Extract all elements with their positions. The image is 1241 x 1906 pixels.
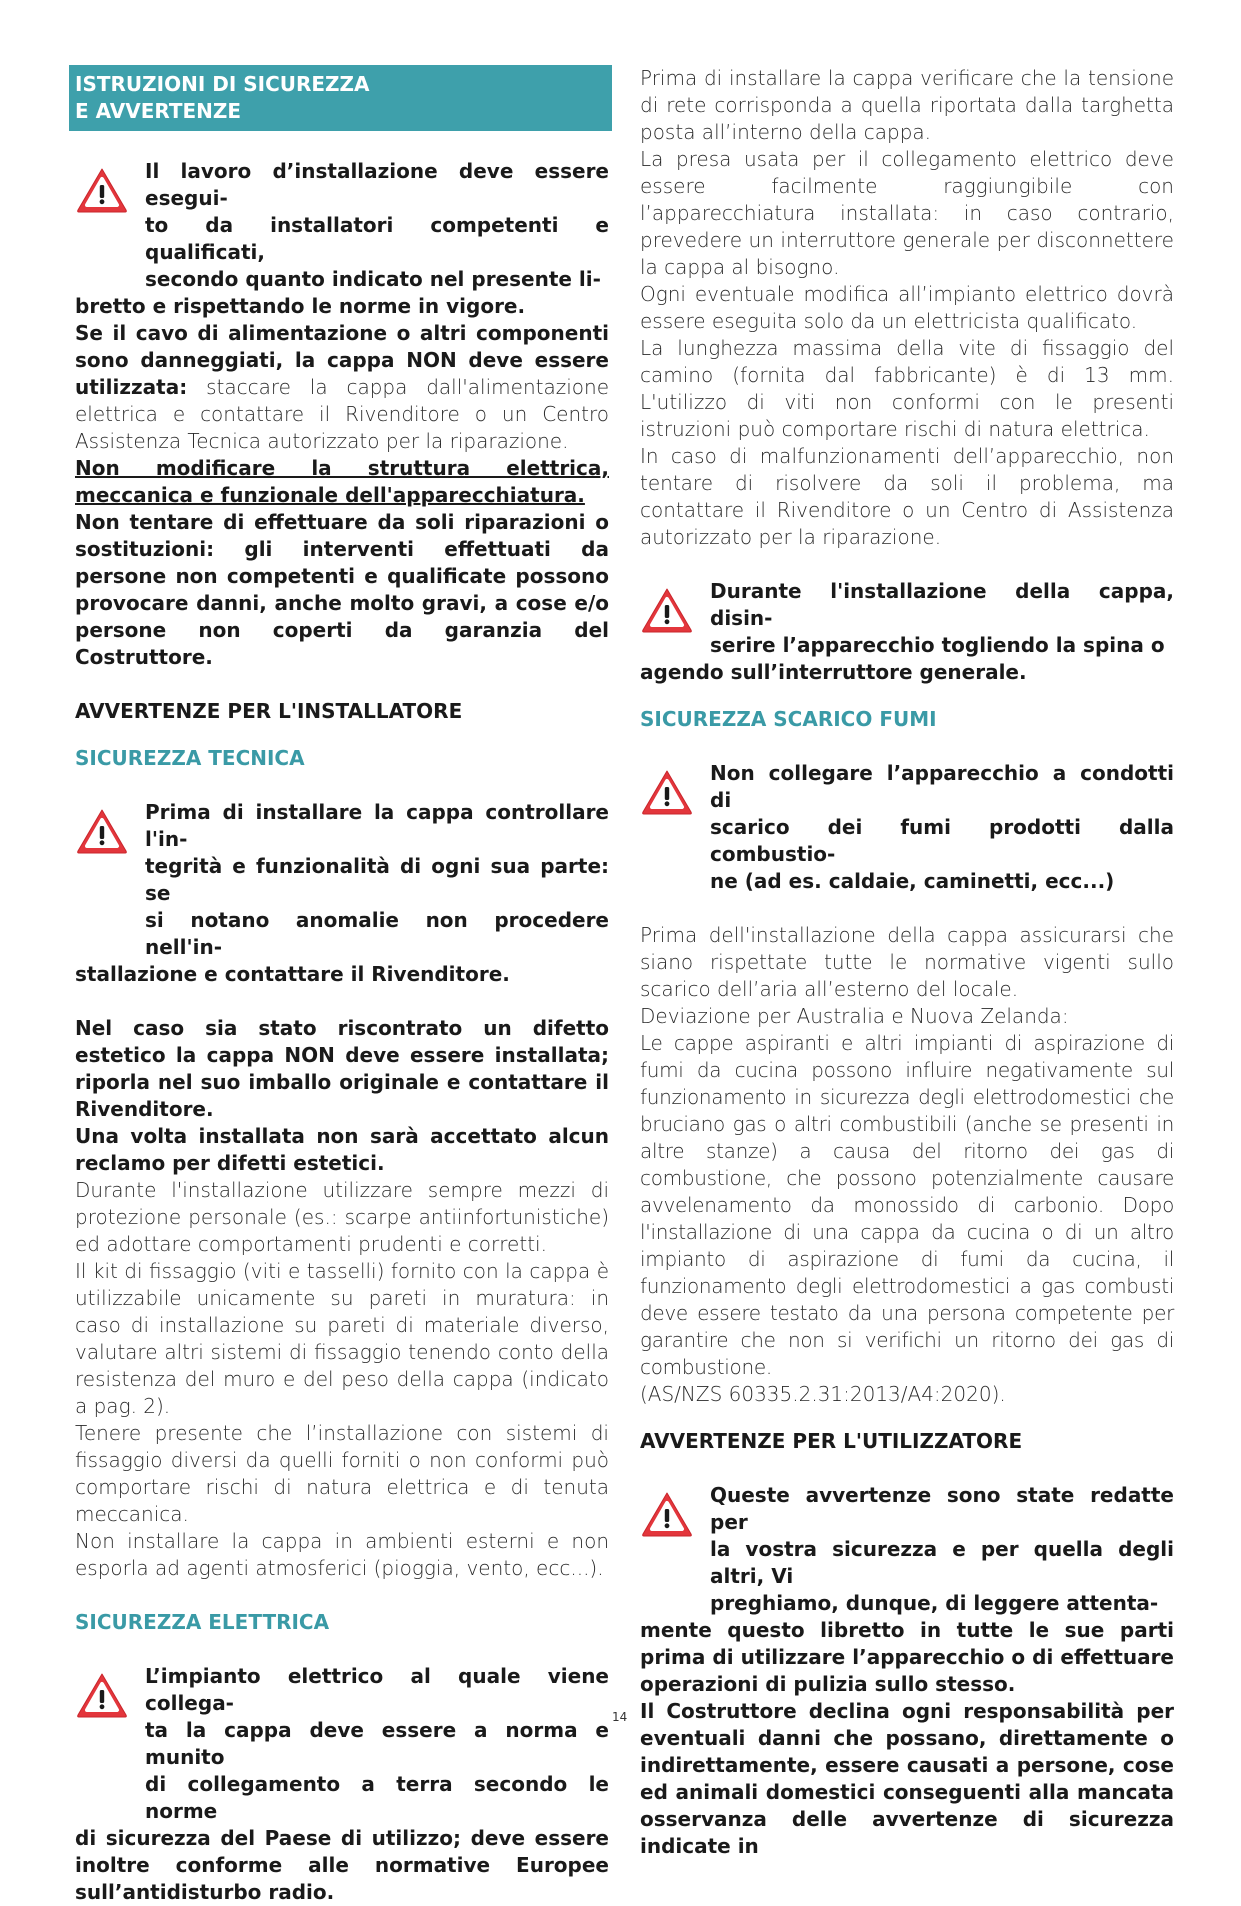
aesthetic-defect-notice: Nel caso sia stato riscontrato un difetto estetico la cappa NON deve essere installata; riporla nel suo imballo originale e contattare il Rivenditore. (75, 1016, 609, 1121)
warning-line: Il lavoro d’installazione deve essere esegui- (145, 159, 609, 210)
manufacturer-disclaimer: Il Costruttore declina ogni responsabilità per eventuali danni che possano, direttamente o indirettamente, essere causati a persone, cose ed animali domestici conseguenti alla mancata osservanza delle avvertenze di sicurezza indicate in (640, 1699, 1174, 1858)
warning-line: di collegamento a terra secondo le norme (145, 1772, 609, 1823)
fixing-kit-paragraph: Il kit di fissaggio (viti e tasselli) fornito con la cappa è utilizzabile unicamente su pareti in muratura: in caso di installazione su pareti di materiale diverso, valutare altri sistemi di fissaggio tenendo conto della resistenza del muro e del peso della cappa (indicato a pag. 2). (75, 1259, 609, 1418)
warning-line: serire l’apparecchio togliendo la spina o (710, 633, 1165, 657)
protection-paragraph: Durante l'installazione utilizzare sempre mezzi di protezione personale (es.: scarpe antiinfortunistiche) ed adottare comportamenti prudenti e corretti. (75, 1178, 609, 1256)
warning-icon (75, 1671, 129, 1719)
warning-fume-ducts (640, 760, 1174, 895)
exhaust-regulations-paragraph: Prima dell'installazione della cappa assicurarsi che siano rispettate tutte le normative vigenti sullo scarico dell’aria all’esterno del locale. (640, 923, 1174, 1001)
deviation-label: Deviazione per Australia e Nuova Zelanda: (640, 1004, 1069, 1028)
heading-electrical-safety: SICUREZZA ELETTRICA (75, 1610, 330, 1634)
warning-line: L’impianto elettrico al quale viene collega- (145, 1664, 609, 1715)
warning-icon (75, 166, 129, 214)
heading-technical-safety: SICUREZZA TECNICA (75, 746, 305, 770)
socket-paragraph: La presa usata per il collegamento elettrico deve essere facilmente raggiungibile con l’apparecchiatura installata: in caso contrario, prevedere un interruttore generale per disconnettere la cappa al bisogno. (640, 147, 1174, 279)
banner-title-line1: ISTRUZIONI DI SICUREZZA (75, 72, 370, 96)
warning-electrical (75, 1663, 609, 1906)
no-claims-notice: Una volta installata non sarà accettato alcun reclamo per difetti estetici. (75, 1124, 609, 1175)
right-column (640, 65, 1174, 1860)
cable-damage-text: staccare la cappa dall'alimentazione elettrica e contattare il Rivenditore o un Centro Assistenza Tecnica autorizzato per la riparazione. (75, 375, 609, 453)
malfunction-paragraph: In caso di malfunzionamenti dell’apparecchio, non tentare di risolvere da soli il problema, ma contattare il Rivenditore o un Centro di Assistenza autorizzato per la riparazione. (640, 444, 1174, 549)
warning-read-manual (640, 1482, 1174, 1698)
warning-line: tegrità e funzionalità di ogni sua parte: se (145, 854, 609, 905)
warning-unplug (640, 578, 1174, 686)
warning-line: scarico dei fumi prodotti dalla combustio- (710, 815, 1174, 866)
screw-length-paragraph: La lunghezza massima della vite di fissaggio del camino (fornita dal fabbricante) è di 13 mm. L'utilizzo di viti non conformi con le presenti istruzioni può comportare rischi di natura elettrica. (640, 336, 1174, 441)
page-number: 14 (612, 1710, 628, 1724)
warning-line: Durante l'installazione della cappa, disin- (710, 579, 1174, 630)
warning-icon (75, 807, 129, 855)
heading-fume-exhaust-safety: SICUREZZA SCARICO FUMI (640, 707, 937, 731)
australia-paragraph: Le cappe aspiranti e altri impianti di aspirazione di fumi da cucina possono influire negativamente sul funzionamento in sicurezza degli elettrodomestici che bruciano gas o altri combustibili (anche se presenti in altre stanze) a causa del ritorno dei gas di combustione, che possono potenzialmente causare avvelenamento da monossido di carbonio. Dopo l'installazione di una cappa da cucina o di un altro impianto di aspirazione di fumi da cucina, il funzionamento degli elettrodomestici a gas combusti deve essere testato da una persona competente per garantire che non si verifichi un ritorno dei gas di combustione. (640, 1031, 1174, 1379)
heading-user-warnings: AVVERTENZE PER L'UTILIZZATORE (640, 1429, 1023, 1453)
modification-paragraph: Ogni eventuale modifica all’impianto elettrico dovrà essere eseguita solo da un elettricista qualificato. (640, 282, 1174, 333)
warning-line: stallazione e contattare il Rivenditore. (75, 962, 510, 986)
standard-reference: (AS/NZS 60335.2.31:2013/A4:2020). (640, 1382, 1006, 1406)
voltage-paragraph: Prima di installare la cappa verificare che la tensione di rete corrisponda a quella riportata dalla targhetta posta all’interno della cappa. (640, 66, 1174, 144)
warning-line: Queste avvertenze sono state redatte per (710, 1483, 1174, 1534)
heading-installer-warnings: AVVERTENZE PER L'INSTALLATORE (75, 699, 463, 723)
warning-line: di sicurezza del Paese di utilizzo; deve essere inoltre conforme alle normative Europee sull’antidisturbo radio. (75, 1826, 609, 1904)
left-column (75, 65, 609, 1906)
warning-line: Prima di installare la cappa controllare l'in- (145, 800, 609, 851)
warning-line: to da installatori competenti e qualificati, (145, 213, 609, 264)
warning-line: mente questo libretto in tutte le sue parti prima di utilizzare l’apparecchio o di effettuare operazioni di pulizia sullo stesso. (640, 1618, 1174, 1696)
warning-line: ta la cappa deve essere a norma e munito (145, 1718, 609, 1769)
cable-damage-paragraph (75, 320, 609, 455)
warning-line: bretto e rispettando le norme in vigore. (75, 294, 526, 318)
warning-line: preghiamo, dunque, di leggere attenta- (710, 1591, 1159, 1615)
warning-line: Non collegare l’apparecchio a condotti di (710, 761, 1174, 812)
warning-integrity (75, 799, 609, 988)
fixing-systems-paragraph: Tenere presente che l’installazione con sistemi di fissaggio diversi da quelli forniti o non conformi può comportare rischi di natura elettrica e di tenuta meccanica. (75, 1421, 609, 1526)
warning-icon (640, 1490, 694, 1538)
warning-installation (75, 158, 609, 320)
do-not-repair-notice: Non tentare di effettuare da soli riparazioni o sostituzioni: gli interventi effettuati da persone non competenti e qualificate possono provocare danni, anche molto gravi, a cose e/o persone non coperti da garanzia del Costruttore. (75, 510, 609, 669)
warning-line: secondo quanto indicato nel presente li- (145, 267, 601, 291)
warning-line: si notano anomalie non procedere nell'in- (145, 908, 609, 959)
warning-line: agendo sull’interruttore generale. (640, 660, 1027, 684)
cable-damage-bold: Se il cavo di alimentazione o altri componenti sono danneggiati, la cappa NON deve essere utilizzata: (75, 321, 609, 399)
outdoor-paragraph: Non installare la cappa in ambienti esterni e non esporla ad agenti atmosferici (pioggia, vento, ecc...). (75, 1529, 609, 1580)
warning-icon (640, 586, 694, 634)
do-not-modify-notice: Non modificare la struttura elettrica, meccanica e funzionale dell'apparecchiatura. (75, 456, 609, 507)
warning-icon (640, 768, 694, 816)
warning-line: ne (ad es. caldaie, caminetti, ecc...) (710, 869, 1115, 893)
warning-line: la vostra sicurezza e per quella degli altri, Vi (710, 1537, 1174, 1588)
section-banner (69, 65, 612, 131)
banner-title-line2: E AVVERTENZE (75, 99, 242, 123)
